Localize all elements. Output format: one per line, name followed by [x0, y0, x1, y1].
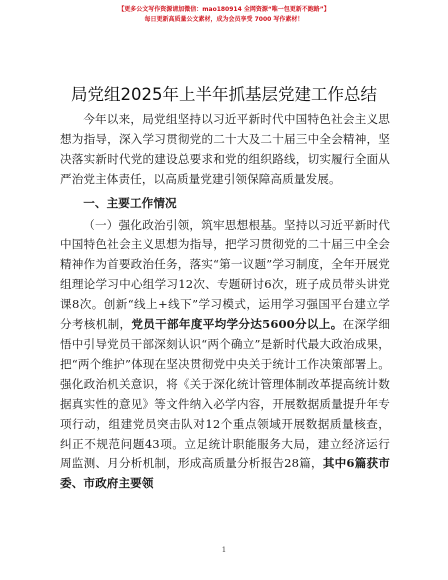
- promo-banner-line-2: 每日更新高质量公文素材，成为会员享受 7000 写作素材！: [144, 16, 304, 23]
- paragraph-1-bold-b: 其中6篇获市委、市政府主要领: [60, 456, 390, 491]
- document-body: [60, 110, 390, 494]
- paragraph-1-text-a: （一）强化政治引领，筑牢思想根基。坚持以习近平新时代中国特色社会主义思想为指导，把学习贯彻党的二十届三中全会精神作为首要政治任务，落实“第一议题”学习制度，全年开展党组理论学习中心组学习12次、专题研讨6次，班子成员带头讲党课8次。创新“线上+线下”学习模式，运用学习强国平台建立学分考核机制，: [60, 217, 390, 332]
- promo-banner-line-1: 【更多公文写作资源请加微信：mao180914 全网资源“唯一包更新不跑路”】: [118, 6, 330, 13]
- paragraph-1: [60, 216, 390, 495]
- paragraph-1-text-b: 在深学细悟中引导党员干部深刻认识“两个确立”是新时代最大政治成果，把“两个维护”体现在坚决贯彻党中央关于统计工作决策部署上。强化政治机关意识，将《关于深化统计管理体制改革提高统计数据真实性的意见》等文件纳入必学内容，开展数据质量提升年专项行动，组建党员突击队对12个重点领域开展数据质量核查，纠正不规范问题43项。立足统计职能服务大局，建立经济运行周监测、月分析机制，形成高质量分析报告28篇，: [60, 317, 390, 471]
- intro-paragraph: 今年以来，局党组坚持以习近平新时代中国特色社会主义思想为指导，深入学习贯彻党的二十大及二十届三中全会精神，坚决落实新时代党的建设总要求和党的组织路线，切实履行全面从严治党主体责任，以高质量党建引领保障高质量发展。: [60, 112, 390, 186]
- section-heading: 一、主要工作情况: [83, 195, 177, 210]
- paragraph-1-bold-a: 党员干部年度平均学分达5600分以上。: [131, 317, 343, 332]
- document-title: 局党组2025年上半年抓基层党建工作总结: [71, 85, 377, 104]
- promo-banner: [0, 5, 448, 25]
- page-number: 1: [221, 546, 227, 554]
